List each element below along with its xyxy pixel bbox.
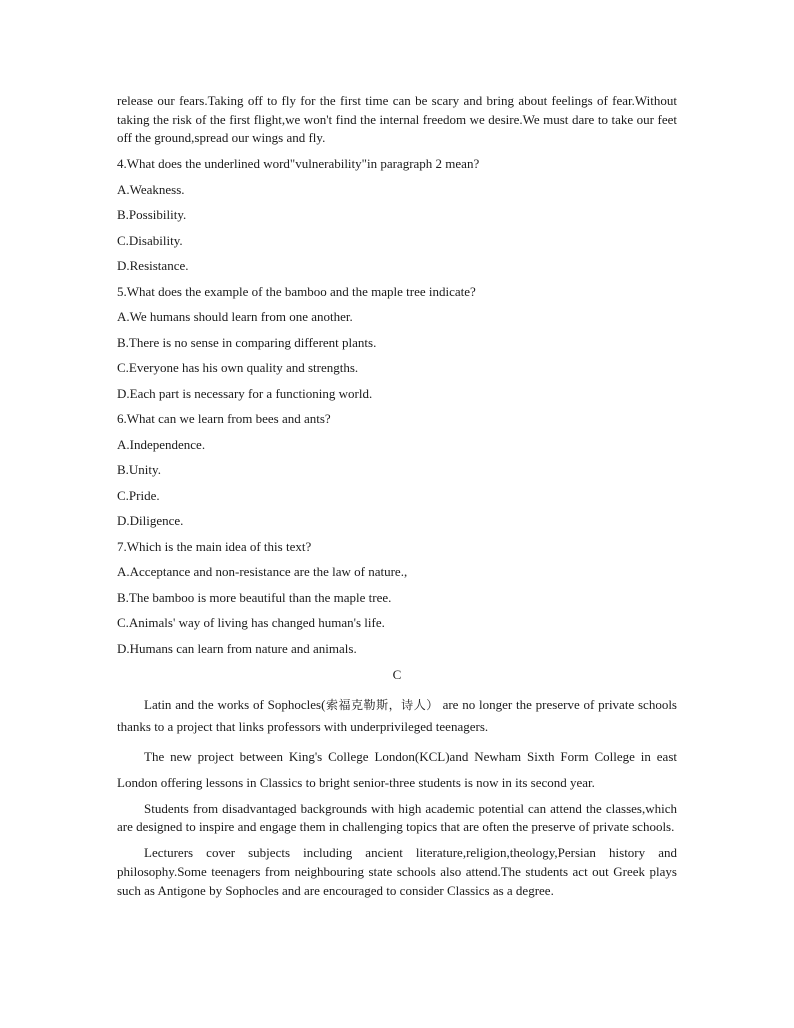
option-d: D.Diligence. bbox=[117, 513, 184, 528]
question-stem: 7.Which is the main idea of this text? bbox=[117, 538, 312, 554]
question-stem: 5.What does the example of the bamboo and the maple tree indicate? bbox=[117, 283, 476, 299]
question-stem: 6.What can we learn from bees and ants? bbox=[117, 411, 331, 426]
section-c-paragraph-4: Lecturers cover subjects including ancient literature,religion,theology,Persian history and philosophy.Some teenagers from neighbouring state schools also attend.The students act out Greek plays such as Antigone by Sophocles and are encouraged to consider Classics as a degree. bbox=[117, 844, 677, 898]
section-c-heading: C bbox=[392, 666, 402, 682]
option-d: D.Resistance. bbox=[117, 258, 189, 273]
p1-text-after: are no longer the preserve of private schools thanks to a project that links professors with underprivileged teenagers. bbox=[117, 696, 677, 734]
option-a: A.Weakness. bbox=[117, 181, 185, 197]
option-b: B.Unity. bbox=[117, 462, 161, 477]
option-a: A.We humans should learn from one another. bbox=[117, 309, 353, 324]
section-c-paragraph-3: Students from disadvantaged backgrounds with high academic potential can attend the classes,which are designed to inspire and engage them in challenging topics that are often the preserve of private schools. bbox=[117, 800, 677, 834]
option-c: C.Disability. bbox=[117, 232, 183, 248]
option-c: C.Animals' way of living has changed human's life. bbox=[117, 615, 385, 630]
section-c-paragraph-2: The new project between King's College London(KCL)and Newham Sixth Form College in east London offering lessons in Classics to bright senior-three students is now in its second year. bbox=[117, 748, 677, 790]
option-b: B.There is no sense in comparing different plants. bbox=[117, 334, 377, 350]
option-d: D.Humans can learn from nature and animals. bbox=[117, 640, 357, 656]
option-b: B.Possibility. bbox=[117, 207, 187, 222]
question-4 bbox=[117, 155, 677, 275]
question-6 bbox=[117, 410, 677, 530]
p1-chinese-note: 索福克勒斯，诗人） bbox=[325, 697, 439, 712]
passage-b-ending: release our fears.Taking off to fly for the first time can be scary and bring about feelings of fear.Without taking the risk of the first flight,we won't find the internal freedom we desire.We must dare to take our feet off the ground,spread our wings and fly. bbox=[117, 93, 677, 145]
document-page bbox=[117, 92, 677, 900]
question-stem: 4.What does the underlined word"vulnerability"in paragraph 2 mean? bbox=[117, 156, 480, 171]
section-c-paragraph-1 bbox=[117, 694, 677, 738]
p1-text-before: Latin and the works of Sophocles( bbox=[144, 696, 326, 712]
option-c: C.Pride. bbox=[117, 487, 160, 503]
option-d: D.Each part is necessary for a functioning world. bbox=[117, 385, 373, 401]
question-7 bbox=[117, 538, 677, 658]
question-5 bbox=[117, 283, 677, 403]
option-b: B.The bamboo is more beautiful than the maple tree. bbox=[117, 589, 392, 605]
option-c: C.Everyone has his own quality and strengths. bbox=[117, 360, 359, 375]
option-a: A.Independence. bbox=[117, 436, 206, 452]
option-a: A.Acceptance and non-resistance are the law of nature., bbox=[117, 564, 408, 579]
